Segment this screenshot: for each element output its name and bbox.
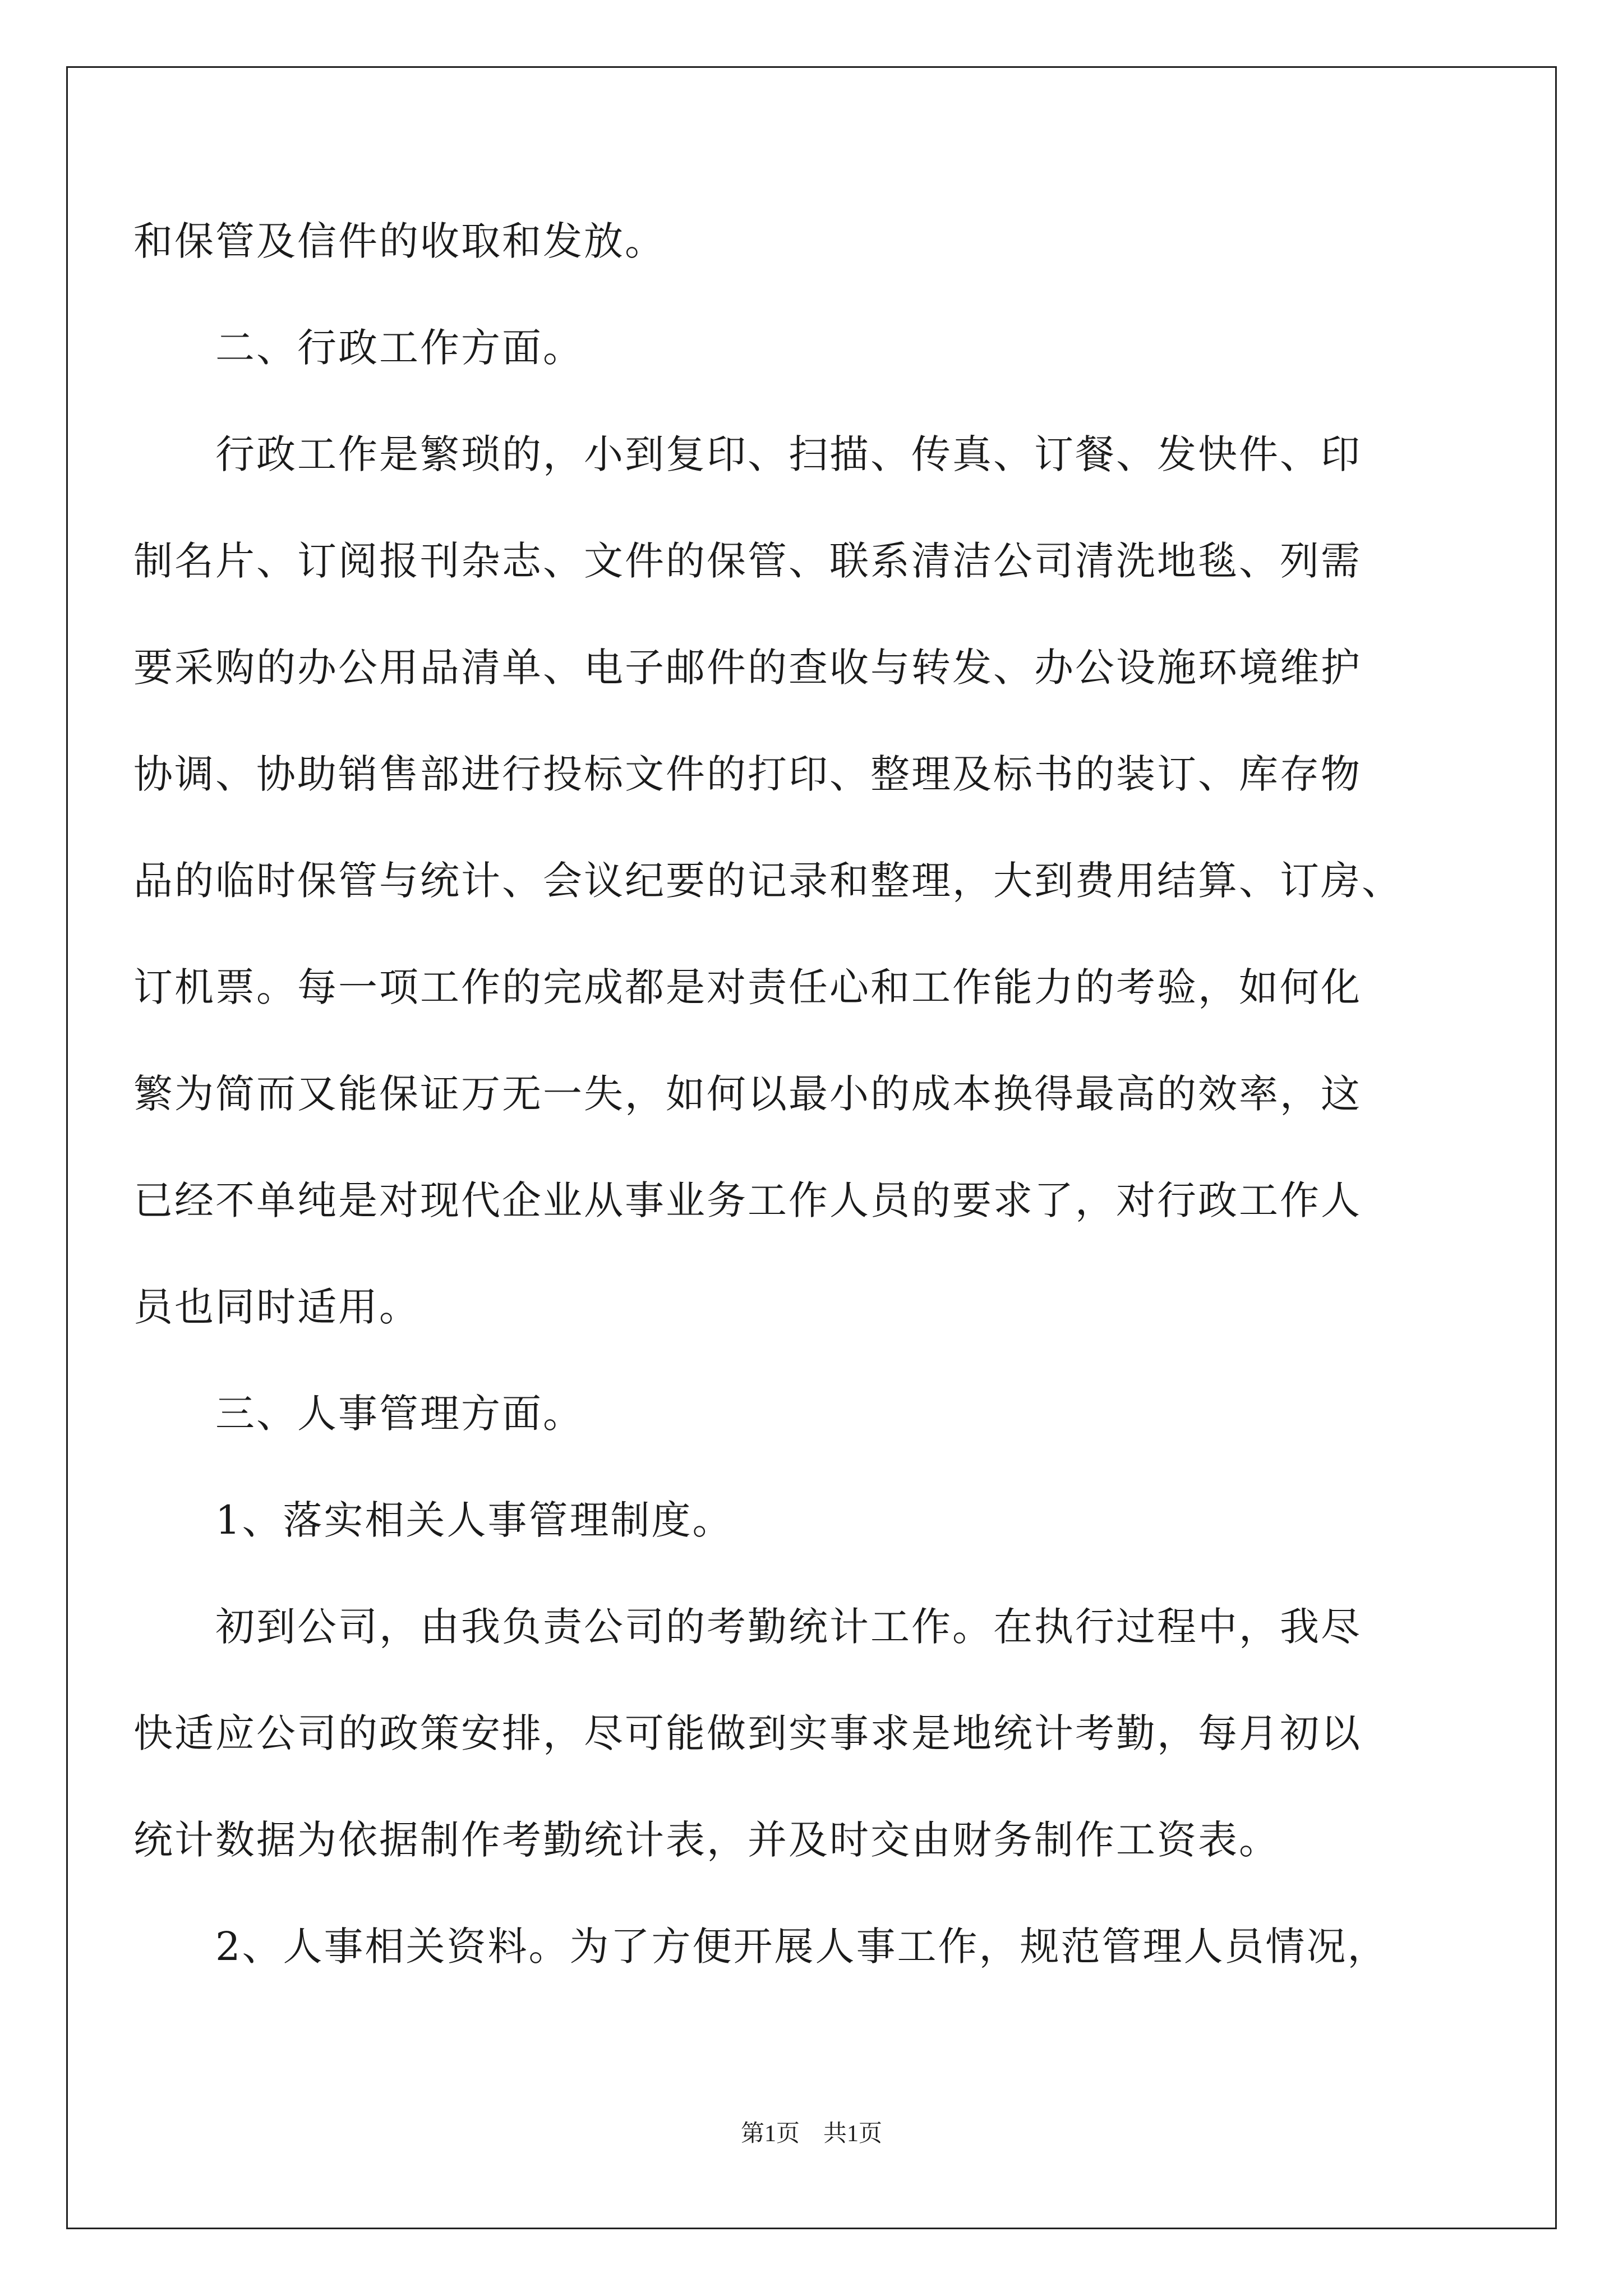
text-line: 品的临时保管与统计、会议纪要的记录和整理，大到费用结算、订房、: [133, 858, 1403, 904]
text-line: 行政工作是繁琐的，小到复印、扫描、传真、订餐、发快件、印: [133, 431, 1362, 477]
text-line: 快适应公司的政策安排，尽可能做到实事求是地统计考勤，每月初以: [133, 1710, 1362, 1756]
text-line: 和保管及信件的收取和发放。: [133, 218, 666, 264]
text-line: 员也同时适用。: [133, 1284, 420, 1330]
text-line: 协调、协助销售部进行投标文件的打印、整理及标书的装订、库存物: [133, 751, 1362, 797]
text-line: 繁为简而又能保证万无一失，如何以最小的成本换得最高的效率，这: [133, 1071, 1362, 1117]
text-line: 制名片、订阅报刊杂志、文件的保管、联系清洁公司清洗地毯、列需: [133, 538, 1362, 584]
text-line: 已经不单纯是对现代企业从事业务工作人员的要求了，对行政工作人: [133, 1177, 1362, 1223]
section-heading: 二、行政工作方面。: [133, 325, 584, 371]
section-heading: 三、人事管理方面。: [133, 1391, 584, 1437]
text-line: 2、人事相关资料。为了方便开展人事工作，规范管理人员情况，: [133, 1924, 1389, 1970]
text-line: 统计数据为依据制作考勤统计表，并及时交由财务制作工资表。: [133, 1817, 1280, 1863]
text-line: 要采购的办公用品清单、电子邮件的查收与转发、办公设施环境维护: [133, 645, 1362, 691]
subsection-heading: 1、落实相关人事管理制度。: [133, 1497, 734, 1543]
page-footer: 第1页 共1页: [740, 2121, 882, 2147]
text-line: 初到公司，由我负责公司的考勤统计工作。在执行过程中，我尽: [133, 1604, 1362, 1650]
text-line: 订机票。每一项工作的完成都是对责任心和工作能力的考验，如何化: [133, 964, 1362, 1010]
document-body: [133, 188, 1485, 2000]
